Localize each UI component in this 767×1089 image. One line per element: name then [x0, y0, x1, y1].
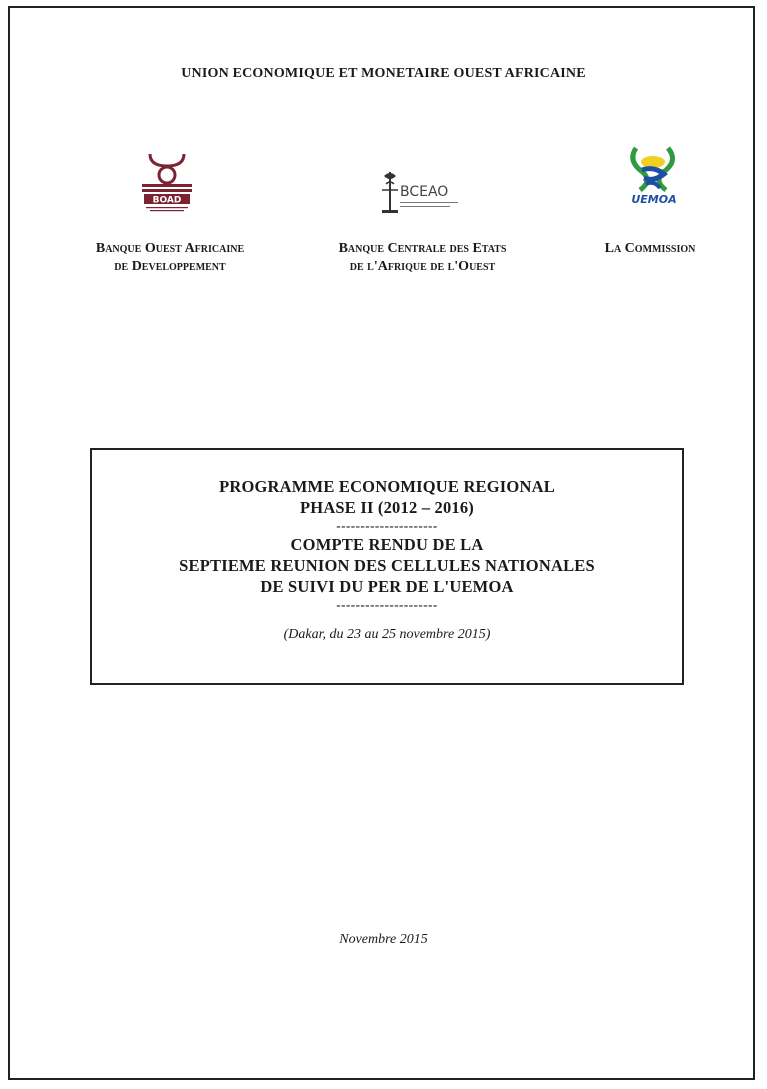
separator-2: ---------------------: [336, 597, 438, 612]
institution-boad-line2: de Developpement: [114, 259, 226, 274]
boad-logo-text: BOAD: [152, 195, 182, 206]
program-phase: PHASE II (2012 – 2016): [300, 498, 474, 517]
institution-bceao: [305, 240, 540, 276]
uemoa-logo: [620, 140, 688, 208]
uemoa-logo-text: UEMOA: [631, 193, 677, 206]
bceao-emblem-icon: [376, 166, 468, 218]
boad-emblem-icon: [136, 150, 198, 214]
institution-boad: [60, 240, 280, 276]
title-box: [90, 448, 684, 685]
report-title-line1: COMPTE RENDU DE LA: [290, 535, 484, 554]
uemoa-emblem-icon: [620, 140, 688, 208]
meeting-place-date: (Dakar, du 23 au 25 novembre 2015): [283, 627, 491, 642]
institution-commission-line1: La Commission: [604, 241, 696, 256]
institution-bceao-line2: de l'Afrique de l'Ouest: [349, 259, 496, 274]
bceao-logo-text: BCEAO: [400, 184, 449, 200]
bceao-logo: [376, 166, 468, 218]
institution-boad-line1: Banque Ouest Africaine: [95, 241, 245, 256]
program-title: PROGRAMME ECONOMIQUE REGIONAL: [219, 477, 555, 496]
report-title-line3: DE SUIVI DU PER DE L'UEMOA: [260, 577, 514, 596]
report-title-line2: SEPTIEME REUNION DES CELLULES NATIONALES: [179, 556, 595, 575]
institution-bceao-line1: Banque Centrale des Etats: [338, 241, 507, 256]
institution-commission: [570, 240, 730, 258]
boad-logo: [136, 150, 198, 214]
separator-1: ---------------------: [336, 518, 438, 533]
document-date: Novembre 2015: [339, 932, 428, 947]
union-title: UNION ECONOMIQUE ET MONETAIRE OUEST AFRICAINE: [181, 66, 586, 81]
